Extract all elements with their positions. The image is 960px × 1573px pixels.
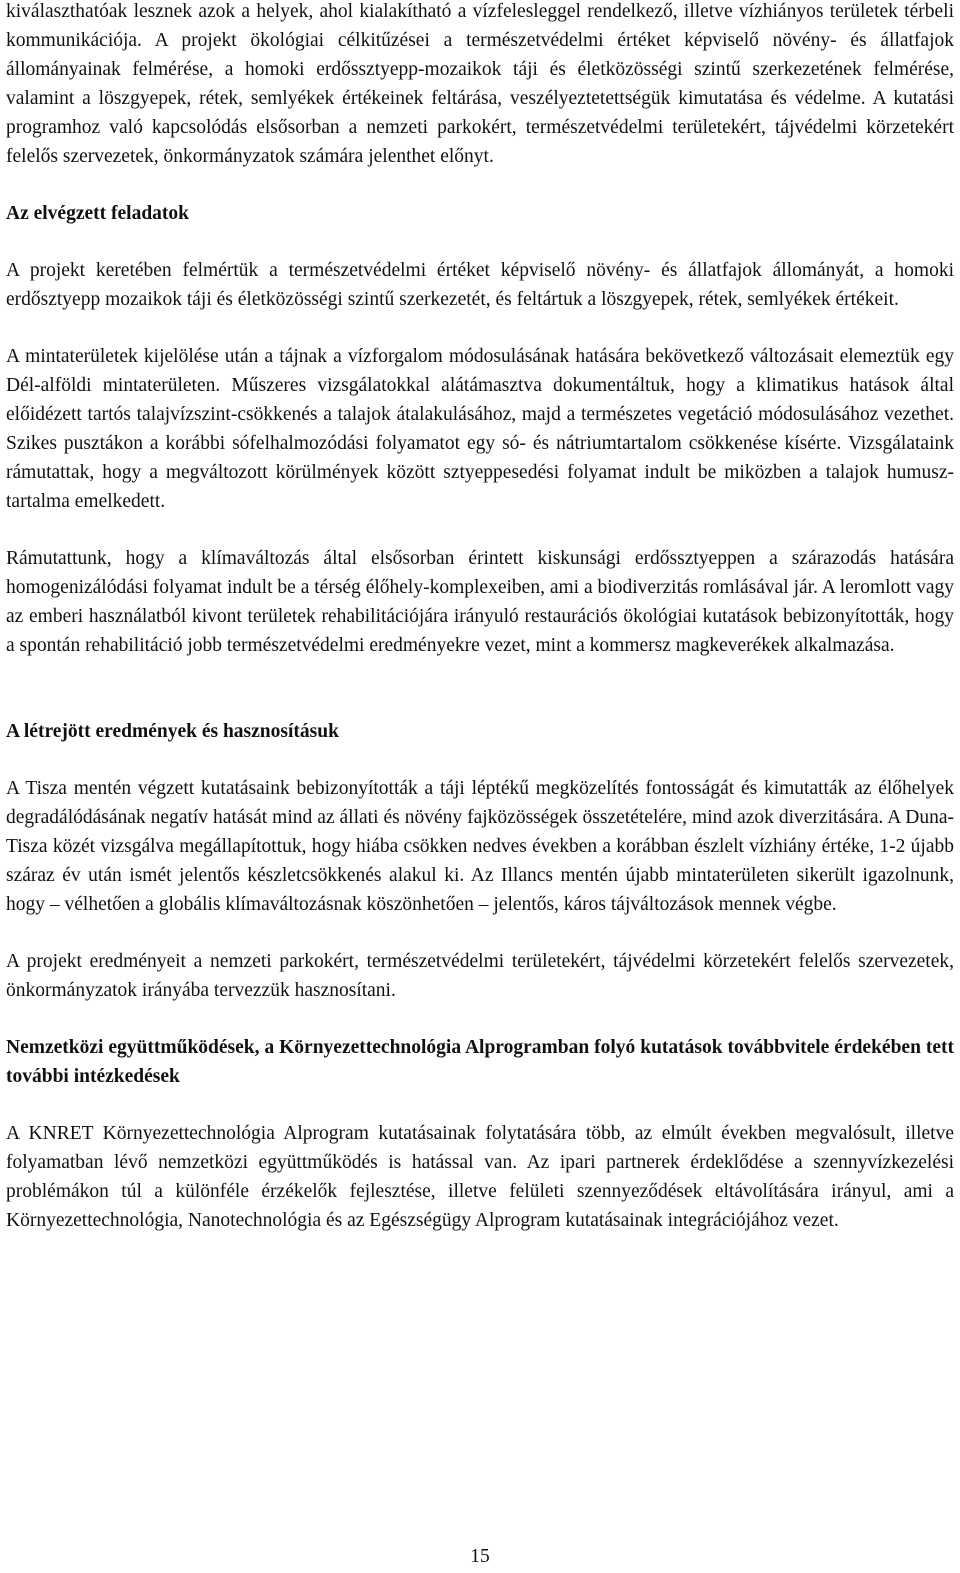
paragraph: A mintaterületek kijelölése után a tájnak a vízforgalom módosulásának hatására bekövetkező változásait elemeztük egy Dél-alföldi mintaterületen. Műszeres vizsgálatokkal alátámasztva dokumentáltuk, hogy a klimatikus hatások által előidézett tartós talajvízszint-csökkenés a talajok átalakulásához, majd a természetes vegetáció módosulásához vezethet. Szikes pusztákon a korábbi sófelhalmozódási folyamatot egy só- és nátriumtartalom csökkenése kísérte. Vizsgálataink rámutattak, hogy a megváltozott körülmények között sztyeppesedési folyamat indult be miközben a talajok humusz-tartalma emelkedett.: [6, 346, 954, 512]
paragraph: A Tisza mentén végzett kutatásaink bebizonyították a táji léptékű megközelítés fontosságát és kimutatták az élőhelyek degradálódásának negatív hatását mind az állati és növény fajközösségek összetételére, mind azok diverzitására. A Duna-Tisza közét vizsgálva megállapítottuk, hogy hiába csökken nedves években a korábban észlelt vízhiány értéke, 1-2 újabb száraz év után ismét jelentős készletcsökkenés alakul ki. Az Illancs mentén újabb mintaterületen sikerült igazolnunk, hogy – vélhetően a globális klímaváltozásnak köszönhetően – jelentős, káros tájváltozások mennek végbe.: [6, 778, 954, 915]
paragraph: A projekt eredményeit a nemzeti parkokért, természetvédelmi területekért, tájvédelmi körzetekért felelős szervezetek, önkormányzatok irányába tervezzük hasznosítani.: [6, 951, 954, 1001]
page-number: 15: [470, 1546, 490, 1567]
paragraph: Rámutattunk, hogy a klímaváltozás által elsősorban érintett kiskunsági erdőssztyeppen a szárazodás hatására homogenizálódási folyamat indult be a térség élőhely-komplexeiben, ami a biodiverzitás romlásával jár. A leromlott vagy az emberi használatból kivont területek rehabilitációjára irányuló restaurációs ökológiai kutatások bebizonyították, hogy a spontán rehabilitáció jobb természetvédelmi eredményekre vezet, mint a kommersz magkeverékek alkalmazása.: [6, 548, 954, 656]
document-page: [6, 0, 954, 1235]
section-heading-international-cooperation: Nemzetközi együttműködések, a Környezettechnológia Alprogramban folyó kutatások továbbvitele érdekében tett további intézkedések: [6, 1037, 954, 1087]
section-heading-results: A létrejött eredmények és hasznosításuk: [6, 721, 339, 742]
intro-paragraph: kiválaszthatóak lesznek azok a helyek, ahol kialakítható a vízfelesleggel rendelkező, illetve vízhiányos területek térbeli kommunikációja. A projekt ökológiai célkitűzései a természetvédelmi értéket képviselő növény- és állatfajok állományainak felmérése, a homoki erdőssztyepp-mozaikok táji és életközösségi szintű szerkezetének felmérése, valamint a löszgyepek, rétek, semlyékek értékeinek feltárása, veszélyeztetettségük kimutatása és védelme. A kutatási programhoz való kapcsolódás elsősorban a nemzeti parkokért, természetvédelmi területekért, tájvédelmi körzetekért felelős szervezetek, önkormányzatok számára jelenthet előnyt.: [6, 1, 954, 167]
paragraph: A projekt keretében felmértük a természetvédelmi értéket képviselő növény- és állatfajok állományát, a homoki erdősztyepp mozaikok táji és életközösségi szintű szerkezetét, és feltártuk a löszgyepek, rétek, semlyékek értékeit.: [6, 260, 954, 310]
section-heading-completed-tasks: Az elvégzett feladatok: [6, 203, 190, 224]
paragraph: A KNRET Környezettechnológia Alprogram kutatásainak folytatására több, az elmúlt években megvalósult, illetve folyamatban lévő nemzetközi együttműködés is hatással van. Az ipari partnerek érdeklődése a szennyvízkezelési problémákon túl a különféle érzékelők fejlesztése, illetve felületi szennyeződések eltávolítására irányul, ami a Környezettechnológia, Nanotechnológia és az Egészségügy Alprogram kutatásainak integrációjához vezet.: [6, 1123, 954, 1231]
